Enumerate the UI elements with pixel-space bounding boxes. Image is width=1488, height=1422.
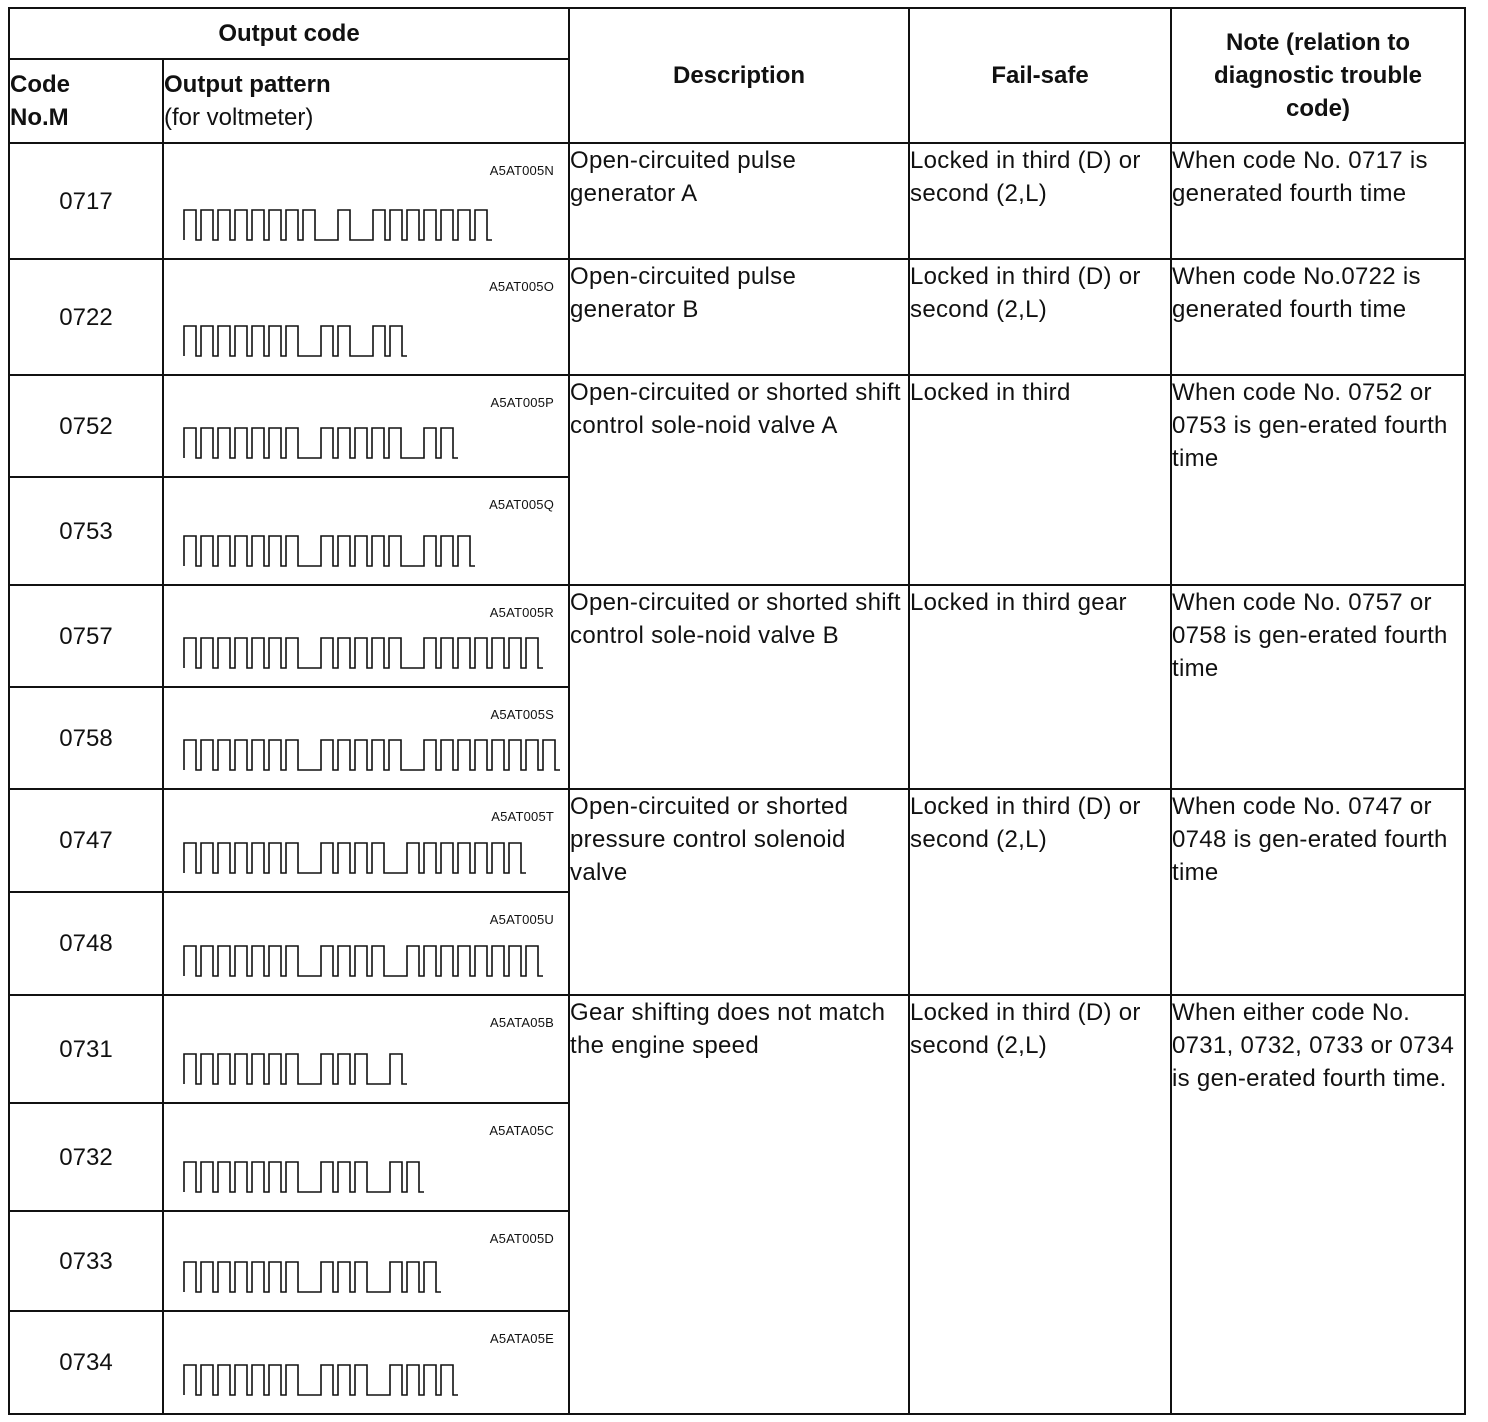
table-row — [9, 995, 1465, 1103]
pattern-cell — [163, 477, 569, 585]
pulse-waveform — [182, 734, 552, 774]
figure-label: A5AT005O — [489, 279, 555, 294]
pulse-waveform-line — [184, 210, 492, 240]
note-cell: When code No. 0752 or 0753 is gen-erated fourth time — [1171, 375, 1465, 585]
failsafe-cell: Locked in third (D) or second (2,L) — [909, 789, 1171, 995]
pattern-cell — [163, 143, 569, 259]
pulse-waveform — [182, 530, 552, 570]
pattern-header-subtitle: (for voltmeter) — [164, 104, 314, 131]
pattern-cell — [163, 259, 569, 375]
pattern-cell — [163, 585, 569, 687]
description-cell: Open-circuited or shorted shift control sole-noid valve B — [569, 585, 909, 789]
pulse-waveform-line — [184, 1365, 458, 1395]
description-cell: Open-circuited pulse generator A — [569, 143, 909, 259]
trouble-code-table — [8, 7, 1466, 1415]
failsafe-cell: Locked in third — [909, 375, 1171, 585]
failsafe-header: Fail-safe — [909, 8, 1171, 143]
pulse-waveform — [182, 1048, 552, 1088]
output-code-header: Output code — [9, 8, 569, 59]
pulse-waveform — [182, 204, 552, 244]
figure-label: A5AT005R — [489, 605, 555, 620]
pattern-header — [163, 59, 569, 143]
pulse-waveform — [182, 1156, 552, 1196]
description-cell: Open-circuited or shorted shift control sole-noid valve A — [569, 375, 909, 585]
code-cell: 0717 — [9, 143, 163, 259]
note-header-text: Note (relation to diagnostic trouble code) — [1214, 29, 1423, 122]
description-cell: Open-circuited pulse generator B — [569, 259, 909, 375]
pulse-waveform — [182, 422, 552, 462]
description-cell: Open-circuited or shorted pressure control solenoid valve — [569, 789, 909, 995]
code-cell: 0734 — [9, 1311, 163, 1414]
table-row — [9, 143, 1465, 259]
pulse-waveform — [182, 940, 552, 980]
pulse-waveform — [182, 632, 552, 672]
code-cell: 0748 — [9, 892, 163, 995]
pulse-waveform — [182, 1256, 552, 1296]
pattern-cell — [163, 789, 569, 892]
pattern-cell — [163, 687, 569, 789]
note-cell: When code No.0722 is generated fourth time — [1171, 259, 1465, 375]
pulse-waveform-line — [184, 946, 543, 976]
table-row — [9, 375, 1465, 477]
pulse-waveform — [182, 1359, 552, 1399]
figure-label: A5AT005S — [490, 707, 555, 722]
note-header — [1171, 8, 1465, 143]
code-cell: 0757 — [9, 585, 163, 687]
code-no-header — [9, 59, 163, 143]
note-cell: When code No. 0757 or 0758 is gen-erated fourth time — [1171, 585, 1465, 789]
description-cell: Gear shifting does not match the engine speed — [569, 995, 909, 1414]
table-row — [9, 789, 1465, 892]
code-cell: 0732 — [9, 1103, 163, 1211]
note-cell: When code No. 0717 is generated fourth time — [1171, 143, 1465, 259]
pulse-waveform — [182, 320, 552, 360]
pulse-waveform-line — [184, 638, 543, 668]
figure-label: A5AT005N — [489, 163, 555, 178]
code-cell: 0753 — [9, 477, 163, 585]
pulse-waveform-line — [184, 1162, 424, 1192]
figure-label: A5AT005T — [491, 809, 555, 824]
code-cell: 0731 — [9, 995, 163, 1103]
figure-label: A5AT005Q — [489, 497, 555, 512]
note-cell: When either code No. 0731, 0732, 0733 or 0734 is gen-erated fourth time. — [1171, 995, 1465, 1414]
pulse-waveform — [182, 837, 552, 877]
pulse-waveform-line — [184, 1054, 407, 1084]
figure-label: A5AT005U — [489, 912, 555, 927]
figure-label: A5AT005P — [490, 395, 555, 410]
failsafe-cell: Locked in third (D) or second (2,L) — [909, 995, 1171, 1414]
pulse-waveform-line — [184, 536, 475, 566]
failsafe-cell: Locked in third gear — [909, 585, 1171, 789]
pulse-waveform-line — [184, 428, 458, 458]
figure-label: A5ATA05C — [489, 1123, 555, 1138]
pulse-waveform-line — [184, 1262, 441, 1292]
code-cell: 0752 — [9, 375, 163, 477]
note-cell: When code No. 0747 or 0748 is gen-erated fourth time — [1171, 789, 1465, 995]
pattern-cell — [163, 1103, 569, 1211]
pattern-cell — [163, 995, 569, 1103]
pattern-cell — [163, 375, 569, 477]
pulse-waveform-line — [184, 326, 407, 356]
failsafe-cell: Locked in third (D) or second (2,L) — [909, 259, 1171, 375]
code-cell: 0747 — [9, 789, 163, 892]
figure-label: A5ATA05B — [490, 1015, 555, 1030]
pulse-waveform-line — [184, 843, 526, 873]
code-cell: 0733 — [9, 1211, 163, 1311]
code-cell: 0722 — [9, 259, 163, 375]
figure-label: A5AT005D — [489, 1231, 555, 1246]
failsafe-cell: Locked in third (D) or second (2,L) — [909, 143, 1171, 259]
pattern-cell — [163, 1211, 569, 1311]
figure-label: A5ATA05E — [490, 1331, 555, 1346]
pattern-cell — [163, 1311, 569, 1414]
pattern-header-title: Output pattern — [164, 71, 331, 98]
pattern-cell — [163, 892, 569, 995]
code-cell: 0758 — [9, 687, 163, 789]
code-no-header-text: Code No.M — [10, 71, 70, 131]
table-row — [9, 585, 1465, 687]
description-header: Description — [569, 8, 909, 143]
header-row-1 — [9, 8, 1465, 59]
pulse-waveform-line — [184, 740, 560, 770]
table-row — [9, 259, 1465, 375]
